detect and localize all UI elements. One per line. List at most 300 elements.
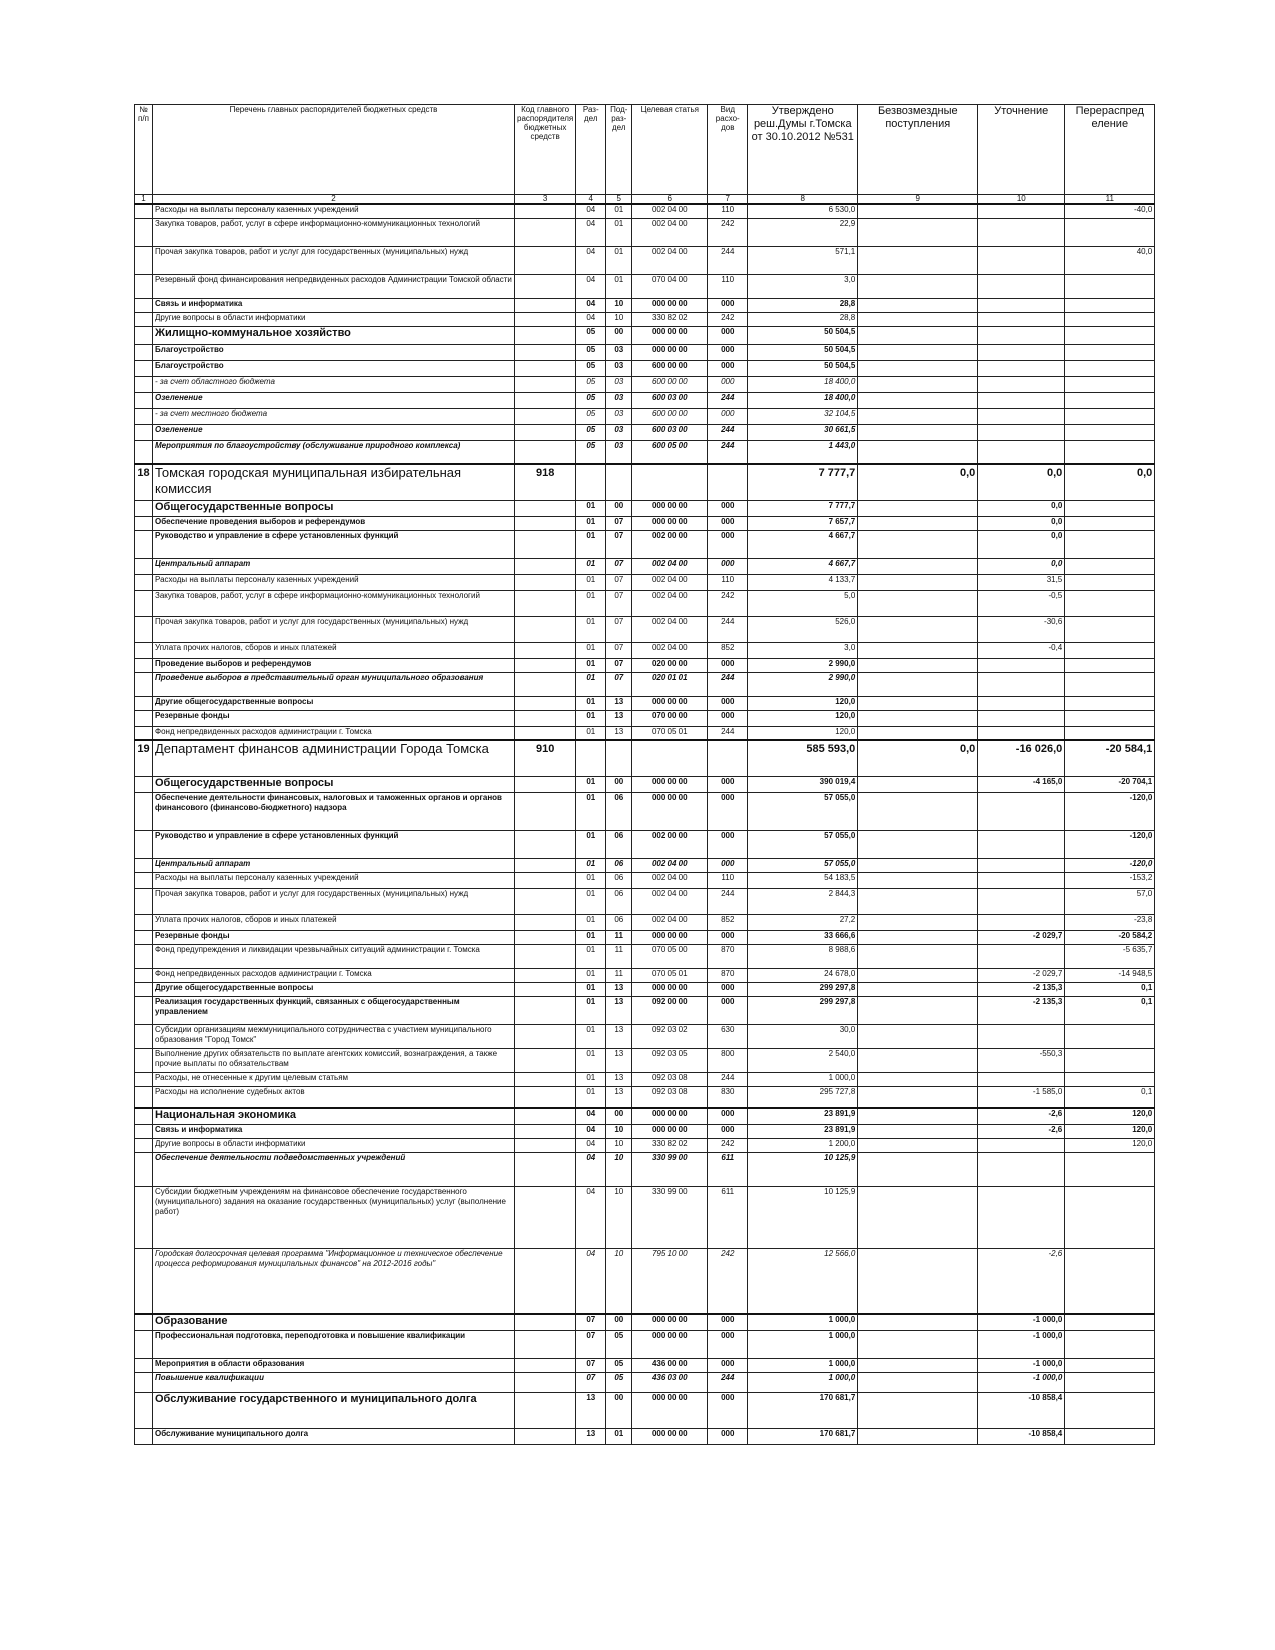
column-number: 5	[606, 195, 632, 205]
row-approved: 170 681,7	[748, 1392, 858, 1428]
row-code	[515, 710, 576, 726]
row-podrazdel: 07	[606, 590, 632, 616]
row-name: Жилищно-коммунальное хозяйство	[153, 326, 515, 344]
row-approved: 1 000,0	[748, 1330, 858, 1358]
row-name: Резервные фонды	[153, 930, 515, 944]
row-razdel: 01	[576, 1024, 606, 1048]
row-clarification	[978, 204, 1065, 218]
row-clarification	[978, 344, 1065, 360]
row-name: Связь и информатика	[153, 1124, 515, 1138]
row-number	[135, 1372, 153, 1392]
row-clarification	[978, 658, 1065, 672]
table-row	[135, 1124, 1155, 1138]
row-podrazdel: 07	[606, 558, 632, 574]
row-razdel: 01	[576, 830, 606, 858]
row-clarification: 0,0	[978, 500, 1065, 516]
row-approved: 390 019,4	[748, 776, 858, 792]
row-redistribution: -20 704,1	[1065, 776, 1155, 792]
row-number	[135, 574, 153, 590]
table-row	[135, 968, 1155, 982]
row-podrazdel: 13	[606, 710, 632, 726]
row-clarification: -2,6	[978, 1124, 1065, 1138]
row-approved: 2 540,0	[748, 1048, 858, 1072]
row-razdel: 13	[576, 1392, 606, 1428]
row-clarification	[978, 1186, 1065, 1248]
row-code	[515, 344, 576, 360]
row-target: 000 00 00	[632, 1108, 708, 1124]
header-col-podrazdel: Под-раз-дел	[606, 105, 632, 195]
row-razdel: 04	[576, 1108, 606, 1124]
row-podrazdel: 05	[606, 1330, 632, 1358]
row-code	[515, 500, 576, 516]
row-razdel: 01	[576, 792, 606, 830]
row-target: 330 99 00	[632, 1186, 708, 1248]
row-target: 002 04 00	[632, 616, 708, 642]
row-name: Уплата прочих налогов, сборов и иных платежей	[153, 914, 515, 930]
row-podrazdel: 06	[606, 888, 632, 914]
row-code	[515, 274, 576, 298]
row-approved: 28,8	[748, 312, 858, 326]
row-approved: 120,0	[748, 696, 858, 710]
row-name: Другие общегосударственные вопросы	[153, 696, 515, 710]
row-code	[515, 830, 576, 858]
row-free-receipts	[858, 1124, 978, 1138]
column-number: 4	[576, 195, 606, 205]
row-expense-type: 830	[708, 1086, 748, 1108]
row-expense-type: 630	[708, 1024, 748, 1048]
row-expense-type: 000	[708, 376, 748, 392]
row-expense-type: 852	[708, 642, 748, 658]
table-row	[135, 574, 1155, 590]
row-redistribution	[1065, 590, 1155, 616]
row-name: Озеленение	[153, 424, 515, 440]
row-name: Профессиональная подготовка, переподготовка и повышение квалификации	[153, 1330, 515, 1358]
row-target: 000 00 00	[632, 1428, 708, 1444]
row-approved: 10 125,9	[748, 1186, 858, 1248]
row-number	[135, 1138, 153, 1152]
row-target: 020 01 01	[632, 672, 708, 696]
row-target: 330 82 02	[632, 1138, 708, 1152]
row-podrazdel: 13	[606, 726, 632, 740]
row-approved: 3,0	[748, 274, 858, 298]
row-razdel: 04	[576, 204, 606, 218]
row-code	[515, 1186, 576, 1248]
row-free-receipts	[858, 726, 978, 740]
row-expense-type: 244	[708, 392, 748, 408]
budget-sheet	[134, 104, 1155, 1445]
row-expense-type: 000	[708, 500, 748, 516]
row-approved: 7 777,7	[748, 500, 858, 516]
row-number	[135, 500, 153, 516]
row-free-receipts	[858, 1428, 978, 1444]
table-row	[135, 1358, 1155, 1372]
row-podrazdel: 07	[606, 530, 632, 558]
row-name: Образование	[153, 1314, 515, 1330]
row-name: Мероприятия в области образования	[153, 1358, 515, 1372]
row-podrazdel: 06	[606, 858, 632, 872]
table-row	[135, 830, 1155, 858]
row-name: Расходы на выплаты персоналу казенных учреждений	[153, 204, 515, 218]
row-clarification	[978, 792, 1065, 830]
row-razdel: 01	[576, 888, 606, 914]
row-number	[135, 1086, 153, 1108]
header-col-redistribution: Перераспред еление	[1065, 105, 1155, 195]
row-redistribution: -23,8	[1065, 914, 1155, 930]
row-clarification	[978, 914, 1065, 930]
row-number	[135, 298, 153, 312]
table-row	[135, 344, 1155, 360]
row-name: Обеспечение деятельности подведомственных учреждений	[153, 1152, 515, 1186]
table-row	[135, 326, 1155, 344]
row-clarification	[978, 326, 1065, 344]
row-approved: 585 593,0	[748, 740, 858, 776]
row-redistribution	[1065, 1248, 1155, 1314]
row-razdel: 01	[576, 1048, 606, 1072]
row-approved: 27,2	[748, 914, 858, 930]
row-podrazdel: 11	[606, 944, 632, 968]
row-clarification	[978, 360, 1065, 376]
row-razdel: 04	[576, 1152, 606, 1186]
row-target: 020 00 00	[632, 658, 708, 672]
row-free-receipts	[858, 1108, 978, 1124]
row-free-receipts	[858, 424, 978, 440]
row-free-receipts	[858, 710, 978, 726]
row-razdel: 04	[576, 312, 606, 326]
row-razdel: 01	[576, 968, 606, 982]
row-number	[135, 408, 153, 424]
row-expense-type	[708, 740, 748, 776]
row-clarification: -4 165,0	[978, 776, 1065, 792]
row-approved: 2 990,0	[748, 658, 858, 672]
row-razdel: 04	[576, 1124, 606, 1138]
row-code	[515, 914, 576, 930]
row-code	[515, 440, 576, 464]
row-number	[135, 1048, 153, 1072]
row-code	[515, 530, 576, 558]
row-podrazdel: 00	[606, 326, 632, 344]
row-number	[135, 1124, 153, 1138]
row-approved: 120,0	[748, 726, 858, 740]
row-clarification	[978, 672, 1065, 696]
row-target: 070 04 00	[632, 274, 708, 298]
row-podrazdel: 10	[606, 298, 632, 312]
row-redistribution: -20 584,2	[1065, 930, 1155, 944]
row-target: 000 00 00	[632, 982, 708, 996]
row-expense-type: 244	[708, 1372, 748, 1392]
row-number	[135, 218, 153, 246]
row-number: 19	[135, 740, 153, 776]
row-razdel: 01	[576, 672, 606, 696]
row-clarification	[978, 696, 1065, 710]
row-target: 600 03 00	[632, 424, 708, 440]
row-target: 000 00 00	[632, 500, 708, 516]
row-name: Выполнение других обязательств по выплате агентских комиссий, вознаграждения, а также прочие выплаты по обязательствам	[153, 1048, 515, 1072]
row-code	[515, 968, 576, 982]
row-free-receipts	[858, 558, 978, 574]
row-clarification	[978, 424, 1065, 440]
table-row	[135, 360, 1155, 376]
row-podrazdel: 13	[606, 1086, 632, 1108]
table-row	[135, 726, 1155, 740]
row-number	[135, 516, 153, 530]
row-razdel: 01	[576, 710, 606, 726]
row-podrazdel: 10	[606, 1124, 632, 1138]
row-name: Проведение выборов в представительный орган муниципального образования	[153, 672, 515, 696]
row-clarification	[978, 1138, 1065, 1152]
row-podrazdel: 11	[606, 968, 632, 982]
row-target: 002 00 00	[632, 830, 708, 858]
row-expense-type: 242	[708, 1138, 748, 1152]
row-clarification: -1 000,0	[978, 1330, 1065, 1358]
row-redistribution: 0,1	[1065, 996, 1155, 1024]
column-number: 1	[135, 195, 153, 205]
row-free-receipts	[858, 696, 978, 710]
row-free-receipts	[858, 1186, 978, 1248]
row-code	[515, 574, 576, 590]
row-code	[515, 360, 576, 376]
row-redistribution	[1065, 672, 1155, 696]
row-code	[515, 792, 576, 830]
row-code	[515, 392, 576, 408]
row-free-receipts	[858, 930, 978, 944]
table-row	[135, 558, 1155, 574]
row-approved: 4 667,7	[748, 558, 858, 574]
row-redistribution	[1065, 1048, 1155, 1072]
row-expense-type: 242	[708, 590, 748, 616]
row-expense-type: 244	[708, 616, 748, 642]
row-razdel: 01	[576, 858, 606, 872]
row-razdel: 04	[576, 1138, 606, 1152]
column-number: 8	[748, 195, 858, 205]
row-podrazdel: 05	[606, 1372, 632, 1392]
row-target: 600 05 00	[632, 440, 708, 464]
row-number	[135, 642, 153, 658]
row-number	[135, 888, 153, 914]
row-number	[135, 930, 153, 944]
row-free-receipts	[858, 326, 978, 344]
row-free-receipts	[858, 982, 978, 996]
row-redistribution	[1065, 1428, 1155, 1444]
row-target: 070 00 00	[632, 710, 708, 726]
row-number	[135, 1358, 153, 1372]
row-number	[135, 1108, 153, 1124]
column-number: 6	[632, 195, 708, 205]
row-redistribution	[1065, 574, 1155, 590]
row-redistribution	[1065, 1072, 1155, 1086]
row-clarification: -2 135,3	[978, 996, 1065, 1024]
row-redistribution: -120,0	[1065, 830, 1155, 858]
row-razdel: 01	[576, 872, 606, 888]
row-podrazdel: 00	[606, 776, 632, 792]
row-clarification	[978, 246, 1065, 274]
row-free-receipts	[858, 642, 978, 658]
row-number	[135, 1392, 153, 1428]
row-approved: 299 297,8	[748, 982, 858, 996]
row-name: Благоустройство	[153, 360, 515, 376]
row-expense-type: 000	[708, 858, 748, 872]
row-code	[515, 726, 576, 740]
row-approved: 30 661,5	[748, 424, 858, 440]
row-approved: 7 657,7	[748, 516, 858, 530]
row-razdel: 04	[576, 274, 606, 298]
row-razdel: 01	[576, 996, 606, 1024]
row-redistribution	[1065, 344, 1155, 360]
row-approved: 57 055,0	[748, 858, 858, 872]
row-clarification: -2 029,7	[978, 930, 1065, 944]
row-name: - за счет местного бюджета	[153, 408, 515, 424]
row-target: 092 03 02	[632, 1024, 708, 1048]
row-redistribution: -14 948,5	[1065, 968, 1155, 982]
row-clarification: 31,5	[978, 574, 1065, 590]
row-free-receipts	[858, 376, 978, 392]
row-name: Субсидии бюджетным учреждениям на финансовое обеспечение государственного (муниципального) задания на оказание государственных (муниципальных) услуг (выполнение работ)	[153, 1186, 515, 1248]
row-podrazdel: 03	[606, 392, 632, 408]
header-col-number: № п/п	[135, 105, 153, 195]
row-approved: 7 777,7	[748, 464, 858, 500]
row-expense-type: 000	[708, 558, 748, 574]
row-podrazdel: 07	[606, 672, 632, 696]
row-redistribution	[1065, 530, 1155, 558]
row-razdel: 13	[576, 1428, 606, 1444]
table-row	[135, 1392, 1155, 1428]
row-expense-type: 870	[708, 968, 748, 982]
row-podrazdel: 07	[606, 642, 632, 658]
row-expense-type: 000	[708, 710, 748, 726]
row-free-receipts	[858, 360, 978, 376]
row-target: 330 82 02	[632, 312, 708, 326]
row-free-receipts	[858, 1086, 978, 1108]
row-expense-type: 244	[708, 440, 748, 464]
row-podrazdel	[606, 740, 632, 776]
row-clarification: -1 000,0	[978, 1372, 1065, 1392]
row-expense-type: 000	[708, 326, 748, 344]
row-expense-type: 110	[708, 574, 748, 590]
table-row	[135, 1186, 1155, 1248]
row-podrazdel: 10	[606, 312, 632, 326]
row-number	[135, 982, 153, 996]
row-redistribution: 0,0	[1065, 464, 1155, 500]
row-free-receipts	[858, 218, 978, 246]
row-podrazdel: 03	[606, 360, 632, 376]
row-name: Общегосударственные вопросы	[153, 500, 515, 516]
row-redistribution: -120,0	[1065, 858, 1155, 872]
row-razdel: 01	[576, 776, 606, 792]
row-code	[515, 642, 576, 658]
row-number	[135, 326, 153, 344]
row-name: Обслуживание государственного и муниципального долга	[153, 1392, 515, 1428]
row-name: Общегосударственные вопросы	[153, 776, 515, 792]
row-expense-type: 000	[708, 776, 748, 792]
row-podrazdel: 10	[606, 1248, 632, 1314]
row-approved: 50 504,5	[748, 344, 858, 360]
row-code	[515, 672, 576, 696]
row-razdel: 04	[576, 246, 606, 274]
row-approved: 57 055,0	[748, 830, 858, 858]
row-clarification	[978, 830, 1065, 858]
row-clarification: -0,5	[978, 590, 1065, 616]
row-code	[515, 516, 576, 530]
row-free-receipts	[858, 246, 978, 274]
row-razdel: 05	[576, 344, 606, 360]
row-expense-type: 000	[708, 930, 748, 944]
row-razdel: 04	[576, 298, 606, 312]
row-razdel: 05	[576, 440, 606, 464]
header-col-clarification: Уточнение	[978, 105, 1065, 195]
row-name: Уплата прочих налогов, сборов и иных платежей	[153, 642, 515, 658]
row-code	[515, 776, 576, 792]
row-free-receipts	[858, 1248, 978, 1314]
row-expense-type: 000	[708, 996, 748, 1024]
row-expense-type: 800	[708, 1048, 748, 1072]
row-target: 002 04 00	[632, 888, 708, 914]
row-free-receipts	[858, 1048, 978, 1072]
row-free-receipts	[858, 792, 978, 830]
row-approved: 33 666,6	[748, 930, 858, 944]
row-code	[515, 616, 576, 642]
row-free-receipts	[858, 830, 978, 858]
row-redistribution: -120,0	[1065, 792, 1155, 830]
row-podrazdel: 03	[606, 376, 632, 392]
row-approved: 3,0	[748, 642, 858, 658]
row-number	[135, 360, 153, 376]
row-name: Департамент финансов администрации Города Томска	[153, 740, 515, 776]
row-approved: 6 530,0	[748, 204, 858, 218]
row-code	[515, 376, 576, 392]
table-row	[135, 246, 1155, 274]
row-clarification	[978, 298, 1065, 312]
row-podrazdel: 06	[606, 914, 632, 930]
column-number: 11	[1065, 195, 1155, 205]
row-name: Другие общегосударственные вопросы	[153, 982, 515, 996]
row-expense-type: 000	[708, 530, 748, 558]
row-redistribution	[1065, 360, 1155, 376]
row-expense-type: 000	[708, 408, 748, 424]
row-expense-type: 110	[708, 274, 748, 298]
row-free-receipts	[858, 1330, 978, 1358]
row-free-receipts	[858, 872, 978, 888]
table-row	[135, 658, 1155, 672]
column-number: 3	[515, 195, 576, 205]
row-approved: 2 844,3	[748, 888, 858, 914]
row-number	[135, 558, 153, 574]
row-redistribution: 120,0	[1065, 1108, 1155, 1124]
row-razdel: 05	[576, 376, 606, 392]
row-razdel	[576, 464, 606, 500]
row-redistribution: -20 584,1	[1065, 740, 1155, 776]
row-razdel: 05	[576, 408, 606, 424]
row-target: 000 00 00	[632, 1124, 708, 1138]
table-row	[135, 500, 1155, 516]
row-target: 002 00 00	[632, 530, 708, 558]
row-free-receipts	[858, 516, 978, 530]
column-number: 10	[978, 195, 1065, 205]
row-number	[135, 616, 153, 642]
row-name: Центральный аппарат	[153, 558, 515, 574]
row-redistribution	[1065, 218, 1155, 246]
row-redistribution	[1065, 1186, 1155, 1248]
row-approved: 8 988,6	[748, 944, 858, 968]
row-number	[135, 872, 153, 888]
row-target: 600 00 00	[632, 408, 708, 424]
row-code	[515, 982, 576, 996]
row-podrazdel: 05	[606, 1358, 632, 1372]
row-name: Расходы, не отнесенные к другим целевым статьям	[153, 1072, 515, 1086]
row-code	[515, 996, 576, 1024]
row-free-receipts	[858, 968, 978, 982]
column-number: 7	[708, 195, 748, 205]
row-code	[515, 1152, 576, 1186]
table-row	[135, 1248, 1155, 1314]
